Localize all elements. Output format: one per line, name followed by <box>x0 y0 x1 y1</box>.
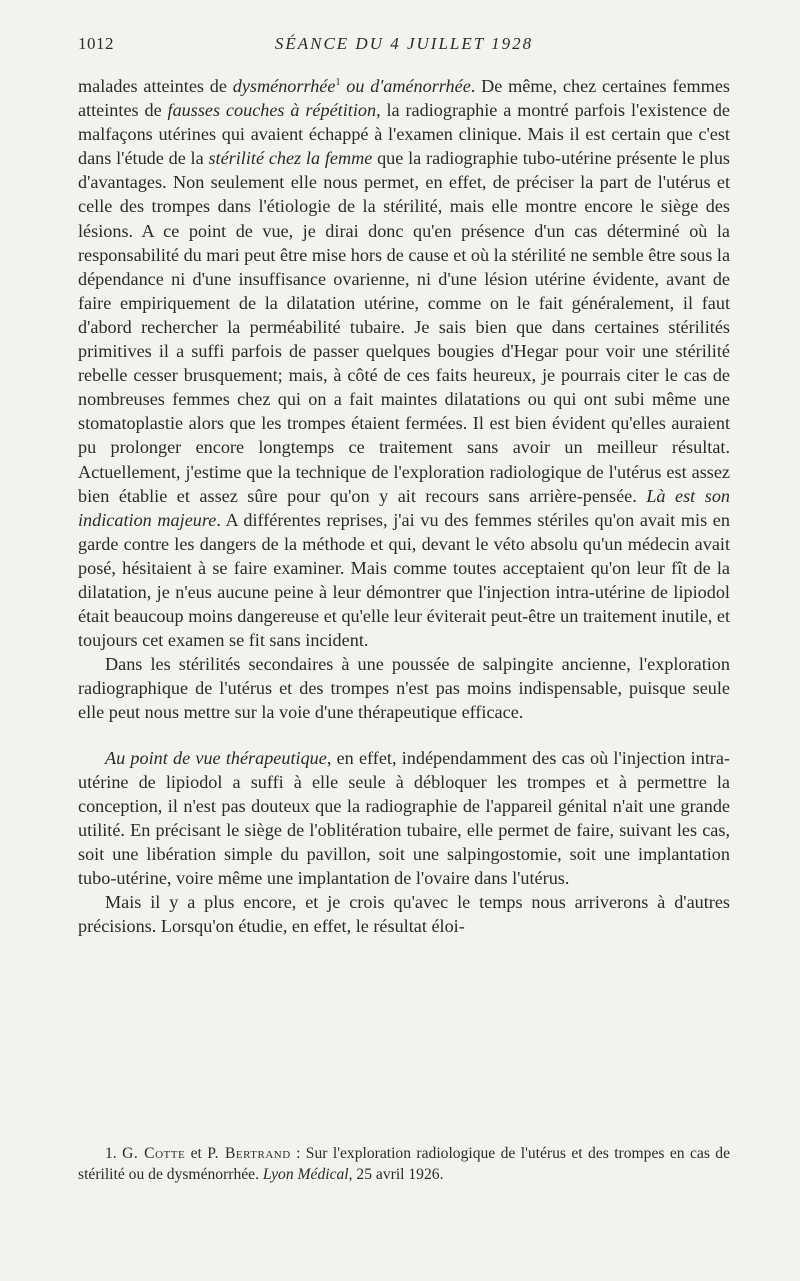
p1-text-5: . A différentes reprises, j'ai vu des femmes stériles qu'on avait mis en garde contre les dangers de la méthode et qui, devant le véto absolu qu'un médecin avait posé, hésitaient à se faire examiner. Mais comme toutes acceptaient qu'on leur fît de la dilatation, je n'eus aucune peine à leur démontrer que l'injection intra-utérine de lipiodol était beaucoup moins dangereuse et qu'elle leur éviterait peut-être un traitement inutile, et toujours cet examen se fit sans incident. <box>78 509 730 651</box>
p1-italic-dysmenorrhee: dysménorrhée <box>232 76 336 96</box>
footnote-author-1: G. Cotte <box>122 1145 186 1162</box>
p1-text-4: que la radiographie tubo-utérine présente le plus d'avantages. Non seulement elle nous permet, en effet, de préciser la part de l'utérus et celle des trompes dans l'étiologie de la stérilité, mais elle montre encore le siège des lésions. A ce point de vue, je dirai donc qu'en présence d'un cas déterminé où la responsabilité du mari peut être mise hors de cause et où la stérilité ne semble être sous la dépendance ni d'une insuffisance ovarienne, ni d'une lésion utérine évidente, avant de faire empiriquement de la dilatation utérine, comme on le fait généralement, il faut d'abord rechercher la perméabilité tubaire. Je sais bien que dans certaines stérilités primitives il a suffi parfois de passer quelques bougies d'Hegar pour voir une stérilité rebelle cesser brusquement; mais, à côté de ces faits heureux, je pourrais citer le cas de nombreuses femmes chez qui on a fait maintes dilatations ou qui ont subi même une stomatoplastie alors que les trompes étaient fermées. Il est bien évident qu'elles auraient pu prolonger encore longtemps ce traitement sans avoir un meilleur résultat. Actuellement, j'estime que la technique de l'exploration radiologique de l'utérus est assez bien établie et assez sûre pour qu'on y ait recours sans arrière-pensée. <box>78 148 731 506</box>
footnote <box>78 1143 730 1185</box>
running-title: SÉANCE DU 4 JUILLET 1928 <box>274 34 534 53</box>
p1-text-1: malades atteintes de <box>78 76 233 96</box>
page-header <box>78 34 730 58</box>
p3-italic-point-de-vue: Au point de vue thérapeutique <box>105 747 327 768</box>
p1-text-3: , la radiographie a montré parfois l'existence de malfaçons utérines qui avaient échappé à l'examen clinique. Mais il est certain que c'est dans l'étude de la <box>78 100 730 169</box>
footnote-journal: Lyon Médical <box>262 1166 349 1183</box>
p1-italic-amenorrhee: ou d'aménorrhée <box>340 76 471 96</box>
footnote-title: : Sur l'exploration radiologique de l'utérus et des trompes en cas de stérilité ou de dysménorrhée. <box>78 1145 731 1183</box>
p1-italic-fausses-couches: fausses couches à répétition <box>167 100 377 121</box>
paragraph-3 <box>78 746 730 891</box>
footnote-author-2: P. Bertrand <box>207 1145 291 1162</box>
page-number: 1012 <box>78 34 114 53</box>
body-text <box>78 74 730 938</box>
footnote-date: , 25 avril 1926. <box>348 1166 444 1183</box>
p3-text-1: , en effet, indépendamment des cas où l'injection intra-utérine de lipiodol a suffi à elle seule à débloquer les trompes et à permettre la conception, il n'est pas douteux que la radiographie de l'appareil génital n'ait une grande utilité. En précisant le siège de l'oblitération tubaire, elle permet de faire, suivant les cas, soit une libération simple du pavillon, soit une salpingostomie, soit une implantation tubo-utérine, voire même une implantation de l'ovaire dans l'utérus. <box>78 747 730 888</box>
footnote-number: 1. <box>105 1145 117 1162</box>
paragraph-4: Mais il y a plus encore, et je crois qu'avec le temps nous arriverons à d'autres précisions. Lorsqu'on étudie, en effet, le résultat éloi- <box>78 892 730 937</box>
footnote-ref-1: 1 <box>335 76 341 88</box>
paragraph-2: Dans les stérilités secondaires à une poussée de salpingite ancienne, l'exploration radiographique de l'utérus et des trompes n'est pas moins indispensable, puisque seule elle peut nous mettre sur la voie d'une thérapeutique efficace. <box>78 654 730 723</box>
p1-text-2: . De même, chez certaines femmes atteintes de <box>78 76 730 121</box>
footnote-and: et <box>185 1145 208 1162</box>
p1-italic-sterilite: stérilité chez la femme <box>208 148 373 169</box>
paragraph-1 <box>78 74 730 652</box>
p1-italic-indication: Là est son indication majeure <box>78 485 731 530</box>
